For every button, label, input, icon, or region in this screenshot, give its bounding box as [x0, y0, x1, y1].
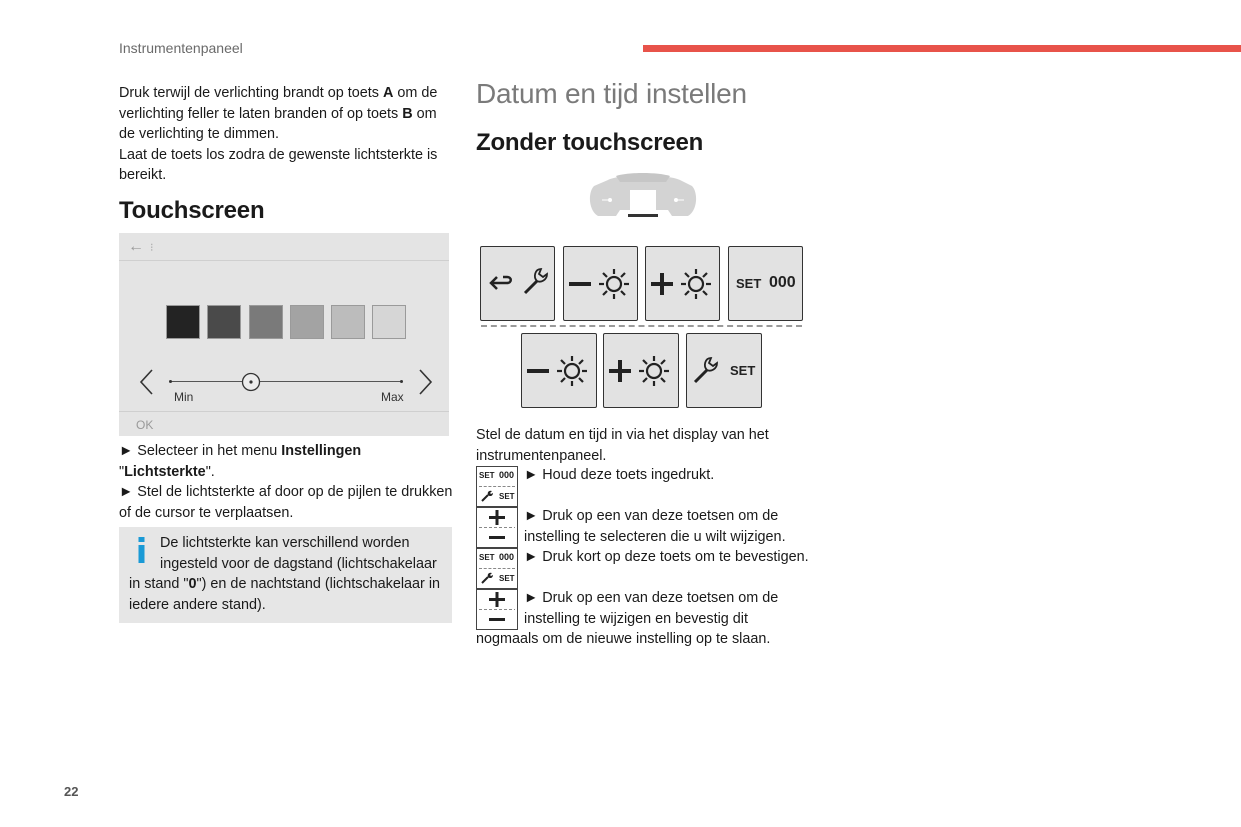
- brightness-swatch-4[interactable]: [290, 305, 324, 339]
- touchscreen-heading: Touchscreen: [119, 197, 265, 224]
- page-number: 22: [64, 784, 79, 799]
- running-header: Instrumentenpaneel: [119, 40, 243, 56]
- brightness-screen: [119, 233, 449, 436]
- dashboard-illustration: [588, 172, 698, 220]
- back-icon[interactable]: ←: [128, 238, 144, 255]
- mini-set-000-icon-2: SET 000 SET: [476, 548, 518, 589]
- step-change: ► Druk op een van deze toetsen om de instelling te wijzigen en bevestig dit nogmaals om de nieuwe instelling op te slaan.: [476, 590, 779, 647]
- ok-button[interactable]: OK: [136, 418, 154, 432]
- date-time-intro: Stel de datum en tijd in via het display van het instrumentenpaneel.: [476, 427, 769, 464]
- dashed-separator: [481, 325, 802, 327]
- step-select: ► Druk op een van deze toetsen om de instelling te selecteren die u wilt wijzigen.: [524, 508, 786, 545]
- intro-paragraph: Druk terwijl de verlichting brandt op toets A om de verlichting feller te laten branden of op toets B om de verlichting te dimmen. Laat de toets los zodra de gewenste lichtsterkte is bereikt.: [119, 85, 438, 183]
- step-hold: ► Houd deze toets ingedrukt.: [524, 467, 715, 483]
- brightness-swatch-5[interactable]: [331, 305, 365, 339]
- step-confirm: ► Druk kort op deze toets om te bevestigen.: [524, 549, 809, 565]
- mini-wrench-icon: [480, 489, 494, 503]
- brightness-plus-button-2[interactable]: [603, 333, 679, 408]
- slider-min-label: Min: [174, 390, 194, 404]
- brightness-minus-button[interactable]: [563, 246, 638, 321]
- brightness-swatch-2[interactable]: [207, 305, 241, 339]
- touchscreen-steps: ► Selecteer in het menu Instellingen "Lichtsterkte". ► Stel de lichtsterkte af door op de pijlen te drukken of de cursor te verplaatsen.: [119, 443, 453, 521]
- sub-heading: Zonder touchscreen: [476, 129, 704, 156]
- info-note-text: De lichtsterkte kan verschillend worden ingesteld voor de dagstand (lichtschakelaar in stand "0") en de nachtstand (lichtschakelaar in iedere andere stand).: [129, 535, 441, 613]
- brightness-plus-button[interactable]: [645, 246, 720, 321]
- wrench-set-button[interactable]: [686, 333, 762, 408]
- slider-max-label: Max: [381, 390, 404, 404]
- back-wrench-button[interactable]: [480, 246, 555, 321]
- brightness-slider-track[interactable]: [170, 381, 402, 382]
- zeros-label: 000: [769, 274, 796, 291]
- header-accent-bar: [643, 45, 1241, 52]
- slider-max-dot: [400, 380, 403, 383]
- set-label-2: SET: [730, 363, 756, 378]
- section-title: Datum en tijd instellen: [476, 78, 747, 109]
- brightness-minus-button-2[interactable]: [521, 333, 597, 408]
- info-note: [119, 527, 452, 623]
- brightness-swatch-3[interactable]: [249, 305, 283, 339]
- mini-wrench-icon-2: [480, 571, 494, 585]
- mini-plus-minus-icon: [476, 507, 518, 548]
- chevron-left-icon[interactable]: [138, 368, 156, 396]
- slider-min-dot: [169, 380, 172, 383]
- brightness-swatch-1[interactable]: [166, 305, 200, 339]
- set-000-button[interactable]: [728, 246, 803, 321]
- slider-knob[interactable]: [241, 372, 261, 392]
- chevron-right-icon[interactable]: [416, 368, 434, 396]
- mini-set-000-icon: SET 000 SET: [476, 466, 518, 507]
- menu-dots-icon: ⁝: [150, 242, 154, 254]
- brightness-swatch-6[interactable]: [372, 305, 406, 339]
- set-label: SET: [736, 276, 762, 291]
